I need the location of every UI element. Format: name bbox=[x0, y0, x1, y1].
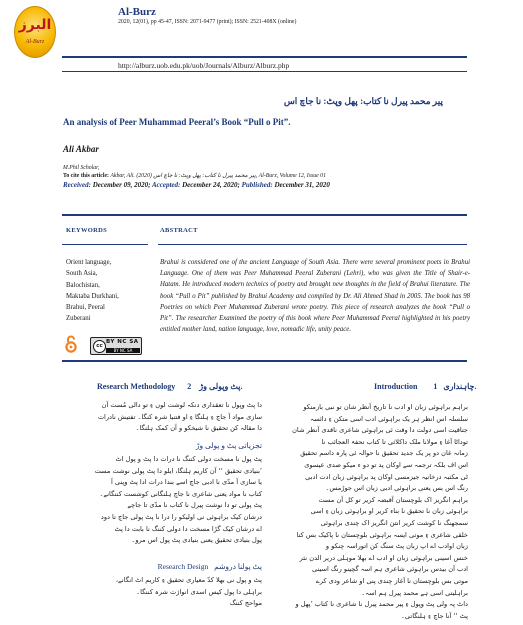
sub-heading-analytical: تجزیاتی پٹ و پولی وڑ bbox=[195, 441, 262, 450]
keyword-item: South Asia, bbox=[66, 270, 98, 278]
keyword-item: Maktaba Durkhani, bbox=[66, 292, 119, 300]
journal-logo bbox=[14, 6, 56, 58]
license-bar: BY NC SA bbox=[106, 348, 140, 353]
received-label: Received: bbox=[63, 181, 91, 189]
text-line: براہم انگریز اک بلوچستان آقبضہ کریر تو کل آن مست bbox=[318, 495, 468, 504]
text-line: مواحج کننگ bbox=[229, 599, 262, 608]
citation bbox=[63, 173, 326, 179]
logo-word: Al-Burz bbox=[25, 39, 45, 45]
text-line: پٹ پولی تو دا نوشت پیرل نا کتاب نا مدّی تا جاچے bbox=[127, 501, 262, 510]
introduction-heading bbox=[374, 382, 476, 391]
text-line: داٹ پہ ولی پٹ وپول ءِ پیر محمد پیرل نا شاعری نا کتاب ’پھل و bbox=[295, 600, 468, 609]
header-rule-top bbox=[62, 56, 467, 58]
text-line: براہلیتی اسی ہے محمد پیرل ہم اسہ۔ bbox=[361, 588, 468, 597]
methodology-label-en: Research Methodology bbox=[97, 382, 176, 391]
citation-prefix: To cite this article: bbox=[63, 173, 109, 179]
text-line: زمانہ غان دو پر یک جدید تحقیق نا حوالہ ئی پارہ داسم تحقیق bbox=[300, 449, 468, 458]
design-label-ur: پٹ پولنا دروشم bbox=[214, 562, 262, 571]
text-line: سازی مواد آ جاچ ءِ ہلنگا ءِ او فتنیا شرہ کنگا۔ تفتیش نادرات bbox=[97, 412, 262, 421]
methodology-body bbox=[62, 400, 262, 435]
text-line: سلسلہ اس انظر ہر یک براہوئی ادب اسی متکن ءِ دائسہ bbox=[310, 414, 468, 423]
text-line: ’بنیادی تحقیق ‘‘ آن کاریم ہلنگا، ایلو دا پٹ پولی نوشت مست bbox=[94, 466, 262, 475]
dates-line bbox=[63, 181, 330, 189]
analytical-body bbox=[62, 454, 262, 547]
cc-icon: cc bbox=[93, 340, 106, 353]
logo-mark: البرز bbox=[18, 17, 52, 33]
abstract-rule bbox=[158, 244, 467, 245]
keywords-list bbox=[66, 257, 152, 325]
keyword-item: Zuberani bbox=[66, 315, 91, 323]
text-line: رنگ اس بس یعنی براہوئی ادبی زبان اس جوڑمس۔ bbox=[325, 484, 468, 493]
text-line: اے درشان کیک گڑا مسخت دا دولی کننگ نا بابت دا پٹ bbox=[114, 524, 262, 533]
text-line: پول بنیادی تحقیق یعنی بنیادی پٹ پول اس مرو۔ bbox=[131, 536, 262, 545]
box-rule-top bbox=[62, 214, 467, 216]
abstract-text: Brahui is considered one of the ancient Language of South Asia. There were several prominent poets in Brahui Language. One of them was Peer Muhammad Peeral Zuberani (Lehri), who was given the Title of Shair-e-Hatam. He introduced modern technics of poetry and brought new thoughts in the field of Brahui literature. The book “Pull o Pit” published by Brahui Academy and compiled by Dr. Ali Ahmed Shad in 2005. The book has 98 Poetries on which Peer Muhammad Zuberani wrote poetry. This piece of research analyzes the book “Pull o Pit”. The researcher Examined the poetry of this book where Peer Muhammad Peeral highlighted in his poetry entitled mother land, nation language, love, nomadic life, unity peace. bbox=[160, 259, 470, 334]
methodology-number: 2. bbox=[187, 382, 243, 391]
box-rule-bottom bbox=[62, 360, 467, 362]
keyword-item: Orient language, bbox=[66, 259, 112, 266]
introduction-label-ur: چاہنداری bbox=[443, 382, 475, 391]
introduction-number: 1. bbox=[433, 382, 477, 391]
published-date: December 31, 2020 bbox=[274, 181, 330, 189]
text-line: ادب آن بیدس براہوئی شاعری ہم اسہ گچینو رنگ اسینی bbox=[311, 565, 468, 574]
text-line: زبان اوادب اے اپ زبان پٹ سنگ کن اتوراسہ چنکو و bbox=[325, 542, 468, 551]
text-line: خلقی شاعری ءِ موتی ایسہ براہوئی بلوچستان نا پاکیک بس کتا bbox=[296, 530, 468, 539]
introduction-body bbox=[272, 402, 468, 622]
text-line: جتاقیت اسی دولت دا وقت ئی براہوئی شاعری ناقدی آنظر شان bbox=[292, 426, 468, 435]
journal-name: Al-Burz bbox=[118, 6, 156, 18]
received-date: December 09, 2020; bbox=[92, 181, 151, 189]
text-line: پٹ و پول نی بھلا کدّ معیاری تحقیق ءِ کاریم اٹ انگانے، bbox=[115, 576, 262, 584]
journal-meta: 2020, 12(01), pp 45-47, ISSN: 2071-9477 (print); ISSN: 2521-408X (online) bbox=[118, 19, 297, 25]
text-line: براہوئی زبان نا تحقیق نا بناء کریر او براہوئی زبان ءِ اسی bbox=[310, 507, 468, 516]
text-line: سمجھنگ نا کوشت کریر انتن انگریز اک چندی براہوئی bbox=[320, 518, 468, 527]
methodology-heading bbox=[97, 382, 242, 391]
design-label-en: Research Design bbox=[157, 562, 209, 571]
keywords-heading: KEYWORDS bbox=[66, 227, 108, 234]
author-name: Ali Akbar bbox=[63, 144, 99, 154]
text-line: پٹ ‘‘ آنا جاچ ءِ ہلنگاتی۔ bbox=[401, 611, 468, 620]
text-line: خنس اسینی براہوئی زبان او ادب اے بھلا موہلی دریر الدن نثر bbox=[299, 553, 468, 562]
cc-license-badge[interactable] bbox=[90, 337, 142, 355]
text-line: توداٹا آغا ءِ مولانا ملک داکلاثی تا کتاب تحفۃ العجائب نا bbox=[321, 437, 468, 446]
title-urdu: پیر محمد پیرل نا کتاب: پھل وپٹ: نا جاچ اس bbox=[283, 96, 443, 106]
license-label: BY NC SA bbox=[106, 339, 139, 345]
text-line: دا پٹ وپول نا تعقداری دنکہ لوشت لوں ءِ تو دالی مُست آن bbox=[101, 401, 262, 409]
text-line: اس اف بلکہ ترجمہ سے اوکان پد تو دو ء میکو صدی عیسوی bbox=[304, 460, 468, 469]
introduction-label-en: Introduction bbox=[374, 382, 418, 391]
affiliation: M.Phil Scholar, bbox=[63, 165, 100, 171]
open-access-icon bbox=[64, 335, 78, 353]
header-rule-bottom bbox=[62, 71, 467, 72]
design-heading bbox=[62, 562, 262, 571]
accepted-date: December 24, 2020; bbox=[182, 181, 240, 189]
design-body bbox=[62, 575, 262, 610]
keywords-rule bbox=[62, 244, 148, 245]
journal-url[interactable]: http://alburz.uob.edu.pk/uob/Journals/Alburz/Alburz.php bbox=[118, 61, 290, 70]
text-line: براہم براہوئی زبان او ادب نا تاریخ آنظر شان تو نبی بازمتکو bbox=[303, 403, 468, 411]
keyword-item: Balochistan, bbox=[66, 281, 100, 289]
abstract-heading: ABSTRACT bbox=[160, 227, 198, 234]
accepted-label: Accepted: bbox=[151, 181, 181, 189]
text-line: یا سازی آ مدّی نا ادبی جاچ اسے بندا درات ادا پٹ وپنی آ bbox=[111, 478, 262, 487]
published-label: Published: bbox=[241, 181, 273, 189]
text-line: کتاب نا مواد یعنی شاعری نا جاچ ہلنگانی کوشست کننگانے۔ bbox=[99, 489, 262, 498]
text-line: دا مقالہ کن تحقیق نا شیخکو و آن کمک ہلنگا۔ bbox=[135, 424, 262, 433]
methodology-label-ur: پٹ وپولی وڑ bbox=[199, 382, 241, 391]
text-line: ٹی مکتبہ درخانیہ جیزمسی اوکان پد براہوئی زبان ادت ادبی bbox=[305, 472, 468, 481]
text-line: موتی بس بلوچستان نا آغاز چندی پنی او شاعر ودی کرے bbox=[315, 576, 468, 585]
text-line: درشان کیک براہوئی نی اولیکو را درا نا پٹ پولی جاچ تا دود bbox=[100, 512, 262, 521]
keyword-item: Brahui, Peeral bbox=[66, 304, 105, 312]
title-english: An analysis of Peer Muhammad Peeral’s Book “Pull o Pit”. bbox=[63, 117, 291, 127]
text-line: پٹ پول نا مسخت دولی کننگ نا درات دا پٹ و پول اٹ bbox=[115, 455, 262, 463]
text-line: براہلی دا پول کیس اسدی انواژت شرہ کننگا۔ bbox=[136, 587, 262, 596]
citation-text: Akbar, Ali. (2020) پیر محمد پیرل نا کتاب: پھل وپٹ: نا جاچ اس, Al-Burz, Volume 12, Issue 01 bbox=[109, 173, 326, 179]
